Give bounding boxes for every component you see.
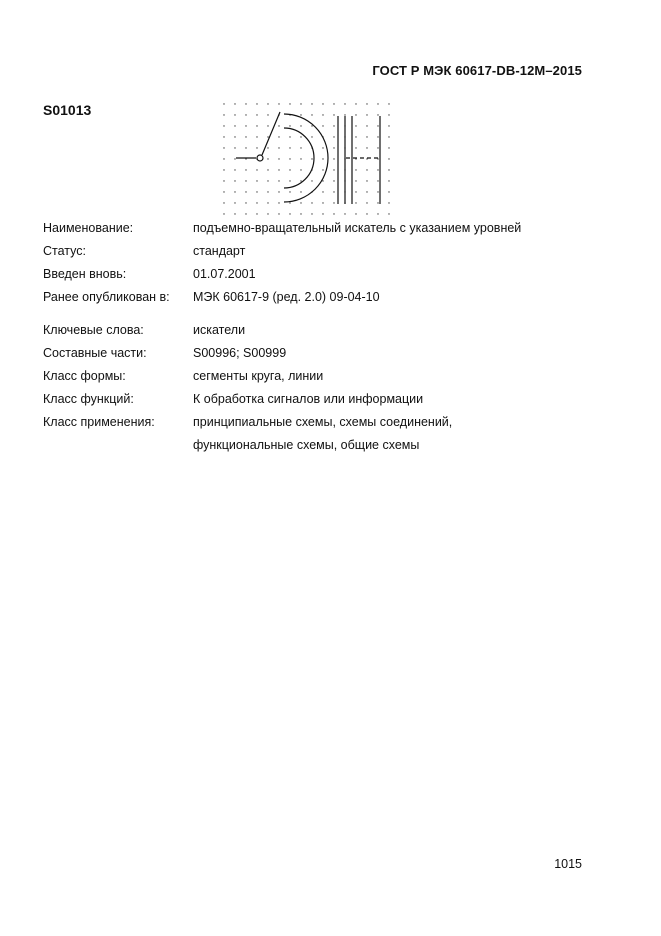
grid-dot — [388, 114, 389, 115]
grid-dot — [234, 147, 235, 148]
field-value: 01.07.2001 — [193, 267, 256, 281]
grid-dot — [366, 136, 367, 137]
grid-dot — [223, 169, 224, 170]
grid-dot — [289, 213, 290, 214]
lifting-rotating-selector-symbol-icon — [222, 100, 394, 220]
grid-dot — [311, 125, 312, 126]
grid-dot — [333, 147, 334, 148]
field-label: Класс формы: — [43, 369, 126, 383]
field-value: искатели — [193, 323, 246, 337]
grid-dot — [366, 202, 367, 203]
grid-dot — [278, 191, 279, 192]
grid-dot — [377, 136, 378, 137]
grid-dot — [366, 180, 367, 181]
grid-dot — [245, 213, 246, 214]
grid-dot — [377, 180, 378, 181]
grid-dot — [377, 191, 378, 192]
grid-dot — [267, 191, 268, 192]
grid-dot — [311, 213, 312, 214]
grid-dot — [300, 180, 301, 181]
grid-dot — [355, 169, 356, 170]
grid-dot — [322, 125, 323, 126]
grid-dot — [377, 169, 378, 170]
grid-dot — [245, 103, 246, 104]
grid-dot — [256, 103, 257, 104]
grid-dot — [300, 213, 301, 214]
grid-dot — [267, 114, 268, 115]
grid-dot — [300, 158, 301, 159]
field-label: Ключевые слова: — [43, 323, 144, 337]
grid-dot — [333, 169, 334, 170]
grid-dot — [377, 147, 378, 148]
field-label: Составные части: — [43, 346, 147, 360]
grid-dot — [311, 158, 312, 159]
grid-dot — [234, 125, 235, 126]
grid-dot — [278, 180, 279, 181]
grid-dot — [366, 169, 367, 170]
grid-dot — [388, 158, 389, 159]
grid-dot — [234, 169, 235, 170]
grid-dot — [333, 103, 334, 104]
grid-dot — [289, 191, 290, 192]
grid-dot — [267, 180, 268, 181]
grid-dot — [300, 125, 301, 126]
field-label: Класс применения: — [43, 415, 155, 429]
grid-dot — [267, 202, 268, 203]
grid-dot — [223, 125, 224, 126]
grid-dot — [289, 125, 290, 126]
grid-dot — [355, 147, 356, 148]
grid-dot — [311, 114, 312, 115]
symbol-code: S01013 — [43, 102, 92, 118]
grid-dot — [300, 169, 301, 170]
grid-dot — [234, 136, 235, 137]
grid-dot — [322, 202, 323, 203]
grid-dot — [388, 169, 389, 170]
grid-dot — [278, 158, 279, 159]
wiper-arm — [262, 112, 280, 155]
grid-dot — [289, 180, 290, 181]
grid-dot — [377, 125, 378, 126]
grid-dot — [388, 202, 389, 203]
grid-dot — [333, 180, 334, 181]
grid-dot — [322, 103, 323, 104]
grid-dot — [234, 103, 235, 104]
grid-dot — [245, 147, 246, 148]
grid-dot — [333, 213, 334, 214]
field-label: Ранее опубликован в: — [43, 290, 170, 304]
grid-dot — [289, 169, 290, 170]
grid-dot — [245, 180, 246, 181]
grid-dot — [289, 136, 290, 137]
grid-dot — [311, 180, 312, 181]
grid-dot — [355, 191, 356, 192]
grid-dot — [223, 158, 224, 159]
grid-dot — [355, 114, 356, 115]
grid-dot — [223, 136, 224, 137]
grid-dot — [377, 202, 378, 203]
grid-dot — [256, 191, 257, 192]
field-value: МЭК 60617-9 (ред. 2.0) 09-04-10 — [193, 290, 380, 304]
grid-dot — [278, 169, 279, 170]
grid-dot — [355, 180, 356, 181]
grid-dot — [267, 147, 268, 148]
grid-dot — [355, 136, 356, 137]
grid-dot — [223, 191, 224, 192]
field-value: принципиальные схемы, схемы соединений, — [193, 415, 453, 429]
grid-dot — [234, 213, 235, 214]
grid-dot — [256, 114, 257, 115]
grid-dot — [366, 103, 367, 104]
grid-dot — [245, 191, 246, 192]
grid-dot — [256, 169, 257, 170]
grid-dot — [388, 213, 389, 214]
grid-dot — [289, 103, 290, 104]
grid-dot — [267, 125, 268, 126]
grid-dot — [256, 136, 257, 137]
grid-dot — [278, 202, 279, 203]
inner-arc — [284, 128, 314, 188]
grid-dot — [388, 125, 389, 126]
grid-dot — [300, 147, 301, 148]
grid-dot — [333, 202, 334, 203]
grid-dot — [322, 169, 323, 170]
field-value: подъемно-вращательный искатель с указанием уровней — [193, 221, 522, 235]
grid-dot — [311, 103, 312, 104]
grid-dot — [355, 103, 356, 104]
grid-dot — [245, 136, 246, 137]
grid-dot — [234, 158, 235, 159]
field-label: Статус: — [43, 244, 86, 258]
grid-dot — [234, 180, 235, 181]
grid-dot — [355, 213, 356, 214]
grid-dot — [267, 213, 268, 214]
grid-dot — [322, 114, 323, 115]
grid-dot — [333, 114, 334, 115]
grid-dot — [223, 103, 224, 104]
grid-dot — [256, 180, 257, 181]
page-number: 1015 — [554, 857, 582, 871]
field-label: Введен вновь: — [43, 267, 127, 281]
grid-dot — [355, 125, 356, 126]
field-value: К обработка сигналов или информации — [193, 392, 424, 406]
grid-dot — [256, 202, 257, 203]
grid-dot — [300, 103, 301, 104]
grid-dot — [344, 213, 345, 214]
grid-dot — [377, 213, 378, 214]
grid-dot — [388, 180, 389, 181]
grid-dot — [223, 213, 224, 214]
grid-dot — [267, 169, 268, 170]
grid-dot — [223, 180, 224, 181]
grid-dot — [300, 202, 301, 203]
grid-dot — [366, 147, 367, 148]
grid-dot — [355, 202, 356, 203]
grid-dot — [388, 136, 389, 137]
grid-dot — [377, 103, 378, 104]
field-value: сегменты круга, линии — [193, 369, 324, 383]
grid-dot — [223, 202, 224, 203]
grid-dot — [366, 213, 367, 214]
grid-dot — [333, 191, 334, 192]
grid-dot — [388, 103, 389, 104]
grid-dot — [300, 136, 301, 137]
grid-dot — [300, 114, 301, 115]
grid-dot — [322, 158, 323, 159]
grid-dot — [278, 125, 279, 126]
grid-dot — [256, 213, 257, 214]
grid-dot — [344, 103, 345, 104]
grid-dot — [256, 125, 257, 126]
grid-dot — [311, 136, 312, 137]
grid-dot — [234, 191, 235, 192]
grid-dot — [388, 147, 389, 148]
grid-dot — [333, 158, 334, 159]
grid-dot — [245, 125, 246, 126]
outer-arc — [284, 114, 328, 202]
field-application-class-continuation: функциональные схемы, общие схемы — [193, 438, 420, 452]
grid-dot — [333, 136, 334, 137]
grid-dot — [300, 191, 301, 192]
grid-dot — [322, 191, 323, 192]
field-value: стандарт — [193, 244, 246, 258]
grid-dot — [267, 158, 268, 159]
grid-dot — [245, 169, 246, 170]
grid-dot — [267, 136, 268, 137]
grid-dot — [311, 202, 312, 203]
grid-dot — [278, 103, 279, 104]
grid-dot — [289, 202, 290, 203]
grid-dot — [278, 213, 279, 214]
grid-dot — [366, 114, 367, 115]
grid-dot — [256, 147, 257, 148]
grid-dot — [234, 202, 235, 203]
field-label: Наименование: — [43, 221, 134, 235]
grid-dot — [245, 202, 246, 203]
grid-dot — [234, 114, 235, 115]
grid-dot — [322, 147, 323, 148]
grid-dot — [333, 125, 334, 126]
grid-dot — [223, 147, 224, 148]
grid-dot — [289, 158, 290, 159]
grid-dot — [278, 136, 279, 137]
grid-dot — [245, 114, 246, 115]
document-header: ГОСТ Р МЭК 60617-DB-12M–2015 — [372, 63, 582, 78]
grid-dot — [366, 125, 367, 126]
grid-dot — [344, 114, 345, 115]
grid-dot — [322, 213, 323, 214]
field-value: S00996; S00999 — [193, 346, 287, 360]
field-label: Класс функций: — [43, 392, 134, 406]
grid-dot — [366, 191, 367, 192]
pivot-circle — [257, 155, 263, 161]
grid-dot — [388, 191, 389, 192]
grid-dot — [267, 103, 268, 104]
grid-dot — [289, 147, 290, 148]
grid-dot — [223, 114, 224, 115]
grid-dot — [278, 147, 279, 148]
grid-dot — [377, 114, 378, 115]
